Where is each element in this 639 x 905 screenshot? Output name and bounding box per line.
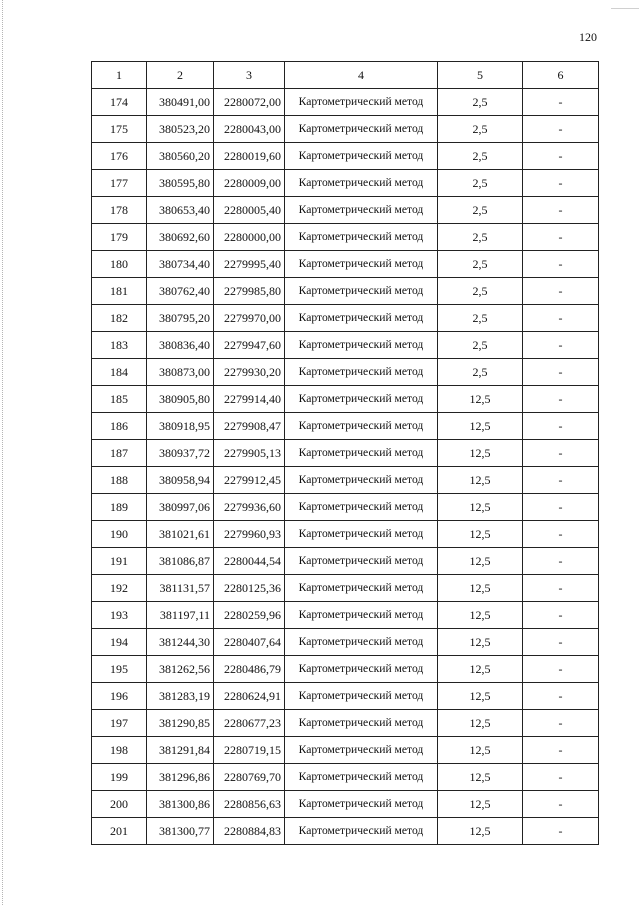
point-number-cell: 181 bbox=[92, 278, 147, 305]
accuracy-cell: 12,5 bbox=[438, 818, 523, 845]
y-coordinate-cell: 2279912,45 bbox=[214, 467, 285, 494]
y-coordinate-cell: 2280072,00 bbox=[214, 89, 285, 116]
method-cell: Картометрический метод bbox=[285, 710, 438, 737]
x-coordinate-cell: 381197,11 bbox=[147, 602, 214, 629]
y-coordinate-cell: 2280719,15 bbox=[214, 737, 285, 764]
method-cell: Картометрический метод bbox=[285, 332, 438, 359]
point-number-cell: 186 bbox=[92, 413, 147, 440]
x-coordinate-cell: 381021,61 bbox=[147, 521, 214, 548]
description-cell: - bbox=[523, 359, 599, 386]
y-coordinate-cell: 2279947,60 bbox=[214, 332, 285, 359]
table-row bbox=[92, 386, 599, 413]
x-coordinate-cell: 380937,72 bbox=[147, 440, 214, 467]
point-number-cell: 187 bbox=[92, 440, 147, 467]
table-row bbox=[92, 764, 599, 791]
point-number-cell: 185 bbox=[92, 386, 147, 413]
method-cell: Картометрический метод bbox=[285, 467, 438, 494]
y-coordinate-cell: 2280769,70 bbox=[214, 764, 285, 791]
y-coordinate-cell: 2279930,20 bbox=[214, 359, 285, 386]
y-coordinate-cell: 2279905,13 bbox=[214, 440, 285, 467]
header-cell-4: 4 bbox=[285, 62, 438, 89]
x-coordinate-cell: 381244,30 bbox=[147, 629, 214, 656]
scan-top-mark bbox=[611, 8, 639, 9]
method-cell: Картометрический метод bbox=[285, 791, 438, 818]
method-cell: Картометрический метод bbox=[285, 251, 438, 278]
y-coordinate-cell: 2279908,47 bbox=[214, 413, 285, 440]
x-coordinate-cell: 381291,84 bbox=[147, 737, 214, 764]
point-number-cell: 174 bbox=[92, 89, 147, 116]
method-cell: Картометрический метод bbox=[285, 629, 438, 656]
accuracy-cell: 2,5 bbox=[438, 197, 523, 224]
method-cell: Картометрический метод bbox=[285, 413, 438, 440]
table-row bbox=[92, 143, 599, 170]
coordinates-table bbox=[91, 61, 599, 845]
accuracy-cell: 12,5 bbox=[438, 602, 523, 629]
y-coordinate-cell: 2280009,00 bbox=[214, 170, 285, 197]
x-coordinate-cell: 381283,19 bbox=[147, 683, 214, 710]
point-number-cell: 189 bbox=[92, 494, 147, 521]
y-coordinate-cell: 2280884,83 bbox=[214, 818, 285, 845]
point-number-cell: 175 bbox=[92, 116, 147, 143]
accuracy-cell: 12,5 bbox=[438, 548, 523, 575]
x-coordinate-cell: 380692,60 bbox=[147, 224, 214, 251]
x-coordinate-cell: 381296,86 bbox=[147, 764, 214, 791]
table-row bbox=[92, 683, 599, 710]
description-cell: - bbox=[523, 494, 599, 521]
method-cell: Картометрический метод bbox=[285, 818, 438, 845]
y-coordinate-cell: 2279936,60 bbox=[214, 494, 285, 521]
description-cell: - bbox=[523, 305, 599, 332]
header-cell-6: 6 bbox=[523, 62, 599, 89]
table-body bbox=[92, 62, 599, 845]
method-cell: Картометрический метод bbox=[285, 494, 438, 521]
x-coordinate-cell: 380734,40 bbox=[147, 251, 214, 278]
x-coordinate-cell: 380836,40 bbox=[147, 332, 214, 359]
description-cell: - bbox=[523, 116, 599, 143]
description-cell: - bbox=[523, 818, 599, 845]
y-coordinate-cell: 2279970,00 bbox=[214, 305, 285, 332]
point-number-cell: 199 bbox=[92, 764, 147, 791]
description-cell: - bbox=[523, 629, 599, 656]
point-number-cell: 193 bbox=[92, 602, 147, 629]
accuracy-cell: 2,5 bbox=[438, 251, 523, 278]
table-row bbox=[92, 413, 599, 440]
table-row bbox=[92, 548, 599, 575]
x-coordinate-cell: 380905,80 bbox=[147, 386, 214, 413]
y-coordinate-cell: 2280019,60 bbox=[214, 143, 285, 170]
table-row bbox=[92, 197, 599, 224]
accuracy-cell: 12,5 bbox=[438, 494, 523, 521]
accuracy-cell: 12,5 bbox=[438, 413, 523, 440]
description-cell: - bbox=[523, 197, 599, 224]
table-header-row bbox=[92, 62, 599, 89]
method-cell: Картометрический метод bbox=[285, 737, 438, 764]
description-cell: - bbox=[523, 251, 599, 278]
method-cell: Картометрический метод bbox=[285, 170, 438, 197]
method-cell: Картометрический метод bbox=[285, 143, 438, 170]
table-row bbox=[92, 170, 599, 197]
table-row bbox=[92, 440, 599, 467]
accuracy-cell: 12,5 bbox=[438, 629, 523, 656]
x-coordinate-cell: 380653,40 bbox=[147, 197, 214, 224]
description-cell: - bbox=[523, 170, 599, 197]
description-cell: - bbox=[523, 710, 599, 737]
method-cell: Картометрический метод bbox=[285, 197, 438, 224]
method-cell: Картометрический метод bbox=[285, 656, 438, 683]
accuracy-cell: 2,5 bbox=[438, 89, 523, 116]
description-cell: - bbox=[523, 143, 599, 170]
y-coordinate-cell: 2280005,40 bbox=[214, 197, 285, 224]
x-coordinate-cell: 380795,20 bbox=[147, 305, 214, 332]
description-cell: - bbox=[523, 386, 599, 413]
accuracy-cell: 12,5 bbox=[438, 737, 523, 764]
method-cell: Картометрический метод bbox=[285, 89, 438, 116]
table-row bbox=[92, 359, 599, 386]
x-coordinate-cell: 381290,85 bbox=[147, 710, 214, 737]
accuracy-cell: 12,5 bbox=[438, 710, 523, 737]
table-row bbox=[92, 251, 599, 278]
description-cell: - bbox=[523, 413, 599, 440]
point-number-cell: 180 bbox=[92, 251, 147, 278]
y-coordinate-cell: 2280677,23 bbox=[214, 710, 285, 737]
x-coordinate-cell: 380873,00 bbox=[147, 359, 214, 386]
point-number-cell: 183 bbox=[92, 332, 147, 359]
method-cell: Картометрический метод bbox=[285, 305, 438, 332]
x-coordinate-cell: 381131,57 bbox=[147, 575, 214, 602]
table-row bbox=[92, 629, 599, 656]
table-row bbox=[92, 521, 599, 548]
table-row bbox=[92, 602, 599, 629]
table-row bbox=[92, 116, 599, 143]
accuracy-cell: 2,5 bbox=[438, 332, 523, 359]
x-coordinate-cell: 380491,00 bbox=[147, 89, 214, 116]
point-number-cell: 195 bbox=[92, 656, 147, 683]
y-coordinate-cell: 2280486,79 bbox=[214, 656, 285, 683]
method-cell: Картометрический метод bbox=[285, 386, 438, 413]
method-cell: Картометрический метод bbox=[285, 548, 438, 575]
accuracy-cell: 12,5 bbox=[438, 683, 523, 710]
method-cell: Картометрический метод bbox=[285, 278, 438, 305]
description-cell: - bbox=[523, 278, 599, 305]
point-number-cell: 196 bbox=[92, 683, 147, 710]
point-number-cell: 201 bbox=[92, 818, 147, 845]
point-number-cell: 200 bbox=[92, 791, 147, 818]
table-row bbox=[92, 737, 599, 764]
accuracy-cell: 2,5 bbox=[438, 305, 523, 332]
description-cell: - bbox=[523, 224, 599, 251]
table-row bbox=[92, 791, 599, 818]
description-cell: - bbox=[523, 737, 599, 764]
point-number-cell: 177 bbox=[92, 170, 147, 197]
table-row bbox=[92, 494, 599, 521]
table-row bbox=[92, 710, 599, 737]
description-cell: - bbox=[523, 656, 599, 683]
point-number-cell: 188 bbox=[92, 467, 147, 494]
accuracy-cell: 2,5 bbox=[438, 170, 523, 197]
accuracy-cell: 12,5 bbox=[438, 467, 523, 494]
x-coordinate-cell: 380595,80 bbox=[147, 170, 214, 197]
accuracy-cell: 12,5 bbox=[438, 440, 523, 467]
table-row bbox=[92, 89, 599, 116]
description-cell: - bbox=[523, 467, 599, 494]
accuracy-cell: 2,5 bbox=[438, 116, 523, 143]
point-number-cell: 198 bbox=[92, 737, 147, 764]
accuracy-cell: 2,5 bbox=[438, 278, 523, 305]
method-cell: Картометрический метод bbox=[285, 602, 438, 629]
description-cell: - bbox=[523, 521, 599, 548]
description-cell: - bbox=[523, 332, 599, 359]
y-coordinate-cell: 2279914,40 bbox=[214, 386, 285, 413]
x-coordinate-cell: 380762,40 bbox=[147, 278, 214, 305]
table-row bbox=[92, 332, 599, 359]
x-coordinate-cell: 380997,06 bbox=[147, 494, 214, 521]
point-number-cell: 179 bbox=[92, 224, 147, 251]
point-number-cell: 192 bbox=[92, 575, 147, 602]
point-number-cell: 182 bbox=[92, 305, 147, 332]
description-cell: - bbox=[523, 89, 599, 116]
accuracy-cell: 2,5 bbox=[438, 143, 523, 170]
table-row bbox=[92, 224, 599, 251]
y-coordinate-cell: 2279960,93 bbox=[214, 521, 285, 548]
description-cell: - bbox=[523, 548, 599, 575]
description-cell: - bbox=[523, 602, 599, 629]
accuracy-cell: 12,5 bbox=[438, 791, 523, 818]
method-cell: Картометрический метод bbox=[285, 359, 438, 386]
method-cell: Картометрический метод bbox=[285, 683, 438, 710]
page-left-edge bbox=[2, 0, 4, 905]
point-number-cell: 194 bbox=[92, 629, 147, 656]
x-coordinate-cell: 380958,94 bbox=[147, 467, 214, 494]
x-coordinate-cell: 381300,86 bbox=[147, 791, 214, 818]
x-coordinate-cell: 381262,56 bbox=[147, 656, 214, 683]
method-cell: Картометрический метод bbox=[285, 764, 438, 791]
y-coordinate-cell: 2280624,91 bbox=[214, 683, 285, 710]
y-coordinate-cell: 2280856,63 bbox=[214, 791, 285, 818]
x-coordinate-cell: 380523,20 bbox=[147, 116, 214, 143]
method-cell: Картометрический метод bbox=[285, 116, 438, 143]
description-cell: - bbox=[523, 575, 599, 602]
accuracy-cell: 2,5 bbox=[438, 359, 523, 386]
description-cell: - bbox=[523, 440, 599, 467]
header-cell-3: 3 bbox=[214, 62, 285, 89]
description-cell: - bbox=[523, 764, 599, 791]
table-row bbox=[92, 818, 599, 845]
y-coordinate-cell: 2279985,80 bbox=[214, 278, 285, 305]
accuracy-cell: 2,5 bbox=[438, 224, 523, 251]
y-coordinate-cell: 2280043,00 bbox=[214, 116, 285, 143]
y-coordinate-cell: 2280259,96 bbox=[214, 602, 285, 629]
accuracy-cell: 12,5 bbox=[438, 386, 523, 413]
page-number: 120 bbox=[579, 30, 597, 44]
x-coordinate-cell: 380918,95 bbox=[147, 413, 214, 440]
point-number-cell: 178 bbox=[92, 197, 147, 224]
x-coordinate-cell: 381300,77 bbox=[147, 818, 214, 845]
table-row bbox=[92, 575, 599, 602]
description-cell: - bbox=[523, 683, 599, 710]
point-number-cell: 191 bbox=[92, 548, 147, 575]
description-cell: - bbox=[523, 791, 599, 818]
table-row bbox=[92, 278, 599, 305]
method-cell: Картометрический метод bbox=[285, 440, 438, 467]
table-row bbox=[92, 305, 599, 332]
method-cell: Картометрический метод bbox=[285, 224, 438, 251]
point-number-cell: 197 bbox=[92, 710, 147, 737]
header-cell-5: 5 bbox=[438, 62, 523, 89]
point-number-cell: 184 bbox=[92, 359, 147, 386]
accuracy-cell: 12,5 bbox=[438, 764, 523, 791]
table-row bbox=[92, 467, 599, 494]
y-coordinate-cell: 2280125,36 bbox=[214, 575, 285, 602]
header-cell-1: 1 bbox=[92, 62, 147, 89]
method-cell: Картометрический метод bbox=[285, 575, 438, 602]
point-number-cell: 190 bbox=[92, 521, 147, 548]
accuracy-cell: 12,5 bbox=[438, 575, 523, 602]
y-coordinate-cell: 2279995,40 bbox=[214, 251, 285, 278]
point-number-cell: 176 bbox=[92, 143, 147, 170]
y-coordinate-cell: 2280000,00 bbox=[214, 224, 285, 251]
method-cell: Картометрический метод bbox=[285, 521, 438, 548]
x-coordinate-cell: 380560,20 bbox=[147, 143, 214, 170]
accuracy-cell: 12,5 bbox=[438, 656, 523, 683]
header-cell-2: 2 bbox=[147, 62, 214, 89]
y-coordinate-cell: 2280407,64 bbox=[214, 629, 285, 656]
x-coordinate-cell: 381086,87 bbox=[147, 548, 214, 575]
accuracy-cell: 12,5 bbox=[438, 521, 523, 548]
y-coordinate-cell: 2280044,54 bbox=[214, 548, 285, 575]
table-row bbox=[92, 656, 599, 683]
